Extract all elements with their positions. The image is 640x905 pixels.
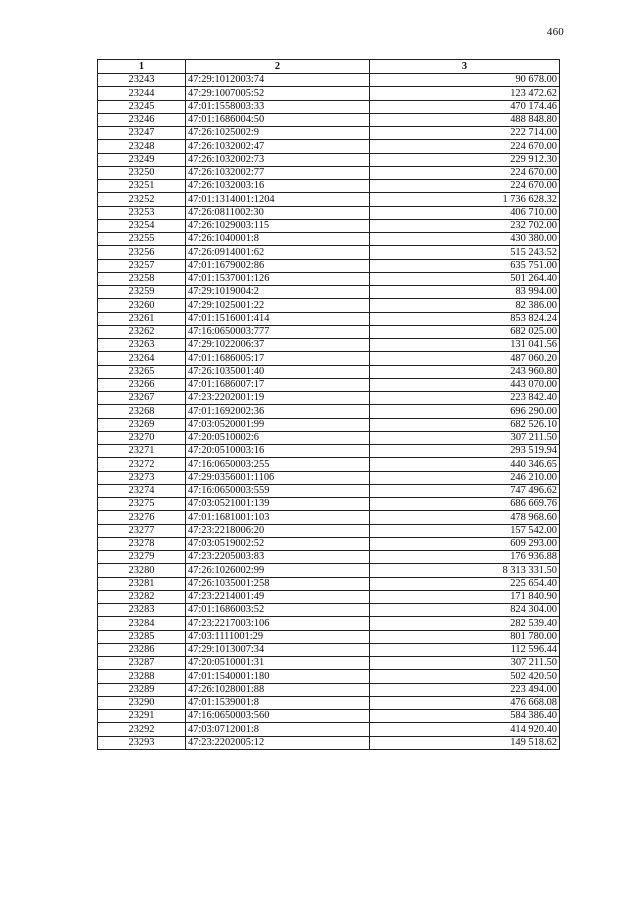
row-number-cell: 23269 — [98, 418, 186, 431]
cadastral-number-cell: 47:01:1686004:50 — [186, 113, 370, 126]
table-row — [98, 670, 560, 683]
row-number-cell: 23259 — [98, 286, 186, 299]
row-number-cell: 23291 — [98, 710, 186, 723]
value-cell: 584 386.40 — [370, 710, 560, 723]
value-cell: 223 842.40 — [370, 392, 560, 405]
row-number-cell: 23248 — [98, 140, 186, 153]
cadastral-number-cell: 47:03:0520001:99 — [186, 418, 370, 431]
table-row — [98, 352, 560, 365]
cadastral-number-cell: 47:29:0356001:1106 — [186, 471, 370, 484]
cadastral-number-cell: 47:26:1035001:258 — [186, 577, 370, 590]
cadastral-number-cell: 47:20:0510002:6 — [186, 431, 370, 444]
cadastral-number-cell: 47:01:1679002:86 — [186, 259, 370, 272]
table-row — [98, 219, 560, 232]
row-number-cell: 23253 — [98, 206, 186, 219]
row-number-cell: 23271 — [98, 445, 186, 458]
value-cell: 293 519.94 — [370, 445, 560, 458]
row-number-cell: 23273 — [98, 471, 186, 484]
value-cell: 83 994.00 — [370, 286, 560, 299]
row-number-cell: 23270 — [98, 431, 186, 444]
table-row — [98, 511, 560, 524]
cadastral-number-cell: 47:29:1013007:34 — [186, 643, 370, 656]
row-number-cell: 23276 — [98, 511, 186, 524]
cadastral-number-cell: 47:16:0650003:777 — [186, 325, 370, 338]
row-number-cell: 23247 — [98, 127, 186, 140]
cadastral-number-cell: 47:23:2218006:20 — [186, 524, 370, 537]
table-row — [98, 524, 560, 537]
value-cell: 682 025.00 — [370, 325, 560, 338]
row-number-cell: 23257 — [98, 259, 186, 272]
row-number-cell: 23278 — [98, 537, 186, 550]
value-cell: 82 386.00 — [370, 299, 560, 312]
value-cell: 1 736 628.32 — [370, 193, 560, 206]
value-cell: 501 264.40 — [370, 272, 560, 285]
cadastral-number-cell: 47:26:1029003:115 — [186, 219, 370, 232]
table-row — [98, 153, 560, 166]
row-number-cell: 23261 — [98, 312, 186, 325]
row-number-cell: 23289 — [98, 683, 186, 696]
row-number-cell: 23244 — [98, 87, 186, 100]
value-cell: 112 596.44 — [370, 643, 560, 656]
value-cell: 224 670.00 — [370, 166, 560, 179]
cadastral-number-cell: 47:23:2217003:106 — [186, 617, 370, 630]
table-row — [98, 537, 560, 550]
page-number: 460 — [546, 26, 564, 38]
cadastral-number-cell: 47:03:0521001:139 — [186, 498, 370, 511]
value-cell: 414 920.40 — [370, 723, 560, 736]
row-number-cell: 23260 — [98, 299, 186, 312]
table-row — [98, 551, 560, 564]
table-body — [98, 74, 560, 750]
value-cell: 502 420.50 — [370, 670, 560, 683]
value-cell: 307 211.50 — [370, 431, 560, 444]
value-cell: 232 702.00 — [370, 219, 560, 232]
cadastral-number-cell: 47:26:1040001:8 — [186, 233, 370, 246]
row-number-cell: 23256 — [98, 246, 186, 259]
value-cell: 696 290.00 — [370, 405, 560, 418]
cadastral-number-cell: 47:26:1032002:73 — [186, 153, 370, 166]
cadastral-number-cell: 47:01:1686003:52 — [186, 604, 370, 617]
value-cell: 123 472.62 — [370, 87, 560, 100]
row-number-cell: 23267 — [98, 392, 186, 405]
cadastral-number-cell: 47:01:1539001:8 — [186, 696, 370, 709]
value-cell: 686 669.76 — [370, 498, 560, 511]
value-cell: 282 539.40 — [370, 617, 560, 630]
table-row — [98, 339, 560, 352]
cadastral-number-cell: 47:26:1035001:40 — [186, 365, 370, 378]
table-row — [98, 683, 560, 696]
row-number-cell: 23290 — [98, 696, 186, 709]
value-cell: 488 848.80 — [370, 113, 560, 126]
value-cell: 149 518.62 — [370, 736, 560, 749]
cadastral-number-cell: 47:20:0510001:31 — [186, 657, 370, 670]
table-header-row — [98, 60, 560, 74]
row-number-cell: 23266 — [98, 378, 186, 391]
table-row — [98, 74, 560, 87]
table-row — [98, 392, 560, 405]
table-row — [98, 405, 560, 418]
value-cell: 478 968.60 — [370, 511, 560, 524]
value-cell: 243 960.80 — [370, 365, 560, 378]
table-row — [98, 206, 560, 219]
table-row — [98, 233, 560, 246]
row-number-cell: 23243 — [98, 74, 186, 87]
cadastral-number-cell: 47:03:0519002:52 — [186, 537, 370, 550]
table-row — [98, 696, 560, 709]
value-cell: 225 654.40 — [370, 577, 560, 590]
cadastral-number-cell: 47:01:1537001:126 — [186, 272, 370, 285]
cadastral-number-cell: 47:26:1032003:16 — [186, 180, 370, 193]
cadastral-number-cell: 47:26:1032002:47 — [186, 140, 370, 153]
cadastral-number-cell: 47:29:1007005:52 — [186, 87, 370, 100]
row-number-cell: 23274 — [98, 484, 186, 497]
row-number-cell: 23265 — [98, 365, 186, 378]
cadastral-number-cell: 47:01:1516001:414 — [186, 312, 370, 325]
row-number-cell: 23252 — [98, 193, 186, 206]
value-cell: 223 494.00 — [370, 683, 560, 696]
table-row — [98, 710, 560, 723]
row-number-cell: 23287 — [98, 657, 186, 670]
row-number-cell: 23245 — [98, 100, 186, 113]
value-cell: 8 313 331.50 — [370, 564, 560, 577]
cadastral-number-cell: 47:26:1025002:9 — [186, 127, 370, 140]
table-row — [98, 140, 560, 153]
row-number-cell: 23281 — [98, 577, 186, 590]
value-cell: 853 824.24 — [370, 312, 560, 325]
cadastral-value-table — [97, 59, 560, 750]
value-cell: 470 174.46 — [370, 100, 560, 113]
table-row — [98, 259, 560, 272]
cadastral-number-cell: 47:26:1026002:99 — [186, 564, 370, 577]
table-row — [98, 246, 560, 259]
row-number-cell: 23249 — [98, 153, 186, 166]
cadastral-number-cell: 47:23:2202005:12 — [186, 736, 370, 749]
cadastral-number-cell: 47:23:2202001:19 — [186, 392, 370, 405]
table-row — [98, 180, 560, 193]
table-row — [98, 113, 560, 126]
value-cell: 487 060.20 — [370, 352, 560, 365]
value-cell: 801 780.00 — [370, 630, 560, 643]
cadastral-number-cell: 47:03:1111001:29 — [186, 630, 370, 643]
value-cell: 747 496.62 — [370, 484, 560, 497]
row-number-cell: 23262 — [98, 325, 186, 338]
cadastral-number-cell: 47:16:0650003:559 — [186, 484, 370, 497]
row-number-cell: 23275 — [98, 498, 186, 511]
cadastral-number-cell: 47:01:1686007:17 — [186, 378, 370, 391]
value-cell: 157 542.00 — [370, 524, 560, 537]
row-number-cell: 23279 — [98, 551, 186, 564]
cadastral-number-cell: 47:01:1314001:1204 — [186, 193, 370, 206]
table-row — [98, 365, 560, 378]
row-number-cell: 23258 — [98, 272, 186, 285]
row-number-cell: 23264 — [98, 352, 186, 365]
row-number-cell: 23277 — [98, 524, 186, 537]
row-number-cell: 23293 — [98, 736, 186, 749]
value-cell: 229 912.30 — [370, 153, 560, 166]
value-cell: 171 840.90 — [370, 590, 560, 603]
cadastral-number-cell: 47:29:1012003:74 — [186, 74, 370, 87]
table-row — [98, 657, 560, 670]
cadastral-number-cell: 47:26:1032002:77 — [186, 166, 370, 179]
value-cell: 90 678.00 — [370, 74, 560, 87]
table-row — [98, 484, 560, 497]
value-cell: 307 211.50 — [370, 657, 560, 670]
table-row — [98, 577, 560, 590]
value-cell: 224 670.00 — [370, 180, 560, 193]
cadastral-number-cell: 47:01:1540001:180 — [186, 670, 370, 683]
column-header-1: 1 — [98, 60, 186, 74]
value-cell: 176 936.88 — [370, 551, 560, 564]
cadastral-number-cell: 47:29:1019004:2 — [186, 286, 370, 299]
row-number-cell: 23283 — [98, 604, 186, 617]
table-row — [98, 445, 560, 458]
cadastral-number-cell: 47:23:2205003:83 — [186, 551, 370, 564]
row-number-cell: 23254 — [98, 219, 186, 232]
table-row — [98, 100, 560, 113]
table-row — [98, 498, 560, 511]
table-row — [98, 458, 560, 471]
table-row — [98, 418, 560, 431]
value-cell: 824 304.00 — [370, 604, 560, 617]
table-row — [98, 604, 560, 617]
value-cell: 406 710.00 — [370, 206, 560, 219]
cadastral-number-cell: 47:23:2214001:49 — [186, 590, 370, 603]
row-number-cell: 23292 — [98, 723, 186, 736]
value-cell: 131 041.56 — [370, 339, 560, 352]
row-number-cell: 23263 — [98, 339, 186, 352]
cadastral-number-cell: 47:29:1025001:22 — [186, 299, 370, 312]
row-number-cell: 23246 — [98, 113, 186, 126]
row-number-cell: 23284 — [98, 617, 186, 630]
table-row — [98, 166, 560, 179]
value-cell: 682 526.10 — [370, 418, 560, 431]
cadastral-number-cell: 47:03:0712001:8 — [186, 723, 370, 736]
row-number-cell: 23255 — [98, 233, 186, 246]
row-number-cell: 23280 — [98, 564, 186, 577]
row-number-cell: 23282 — [98, 590, 186, 603]
table-row — [98, 471, 560, 484]
value-cell: 440 346.65 — [370, 458, 560, 471]
row-number-cell: 23251 — [98, 180, 186, 193]
value-cell: 476 668.08 — [370, 696, 560, 709]
value-cell: 430 380.00 — [370, 233, 560, 246]
table-row — [98, 378, 560, 391]
value-cell: 222 714.00 — [370, 127, 560, 140]
table-row — [98, 193, 560, 206]
cadastral-number-cell: 47:26:1028001:88 — [186, 683, 370, 696]
table-row — [98, 643, 560, 656]
table-row — [98, 723, 560, 736]
table-row — [98, 87, 560, 100]
table-row — [98, 736, 560, 749]
cadastral-number-cell: 47:20:0510003:16 — [186, 445, 370, 458]
cadastral-number-cell: 47:01:1681001:103 — [186, 511, 370, 524]
row-number-cell: 23272 — [98, 458, 186, 471]
cadastral-number-cell: 47:01:1558003:33 — [186, 100, 370, 113]
table-row — [98, 431, 560, 444]
value-cell: 443 070.00 — [370, 378, 560, 391]
table-row — [98, 630, 560, 643]
table-row — [98, 617, 560, 630]
value-cell: 515 243.52 — [370, 246, 560, 259]
value-cell: 224 670.00 — [370, 140, 560, 153]
table-row — [98, 590, 560, 603]
value-cell: 246 210.00 — [370, 471, 560, 484]
row-number-cell: 23288 — [98, 670, 186, 683]
value-cell: 635 751.00 — [370, 259, 560, 272]
cadastral-number-cell: 47:16:0650003:560 — [186, 710, 370, 723]
cadastral-number-cell: 47:26:0914001:62 — [186, 246, 370, 259]
cadastral-number-cell: 47:01:1686005:17 — [186, 352, 370, 365]
cadastral-number-cell: 47:26:0811002:30 — [186, 206, 370, 219]
table-row — [98, 286, 560, 299]
row-number-cell: 23268 — [98, 405, 186, 418]
table-row — [98, 272, 560, 285]
row-number-cell: 23250 — [98, 166, 186, 179]
row-number-cell: 23285 — [98, 630, 186, 643]
table-row — [98, 312, 560, 325]
column-header-3: 3 — [370, 60, 560, 74]
cadastral-number-cell: 47:16:0650003:255 — [186, 458, 370, 471]
row-number-cell: 23286 — [98, 643, 186, 656]
cadastral-number-cell: 47:29:1022006:37 — [186, 339, 370, 352]
table-row — [98, 127, 560, 140]
value-cell: 609 293.00 — [370, 537, 560, 550]
table-row — [98, 299, 560, 312]
table-row — [98, 325, 560, 338]
column-header-2: 2 — [186, 60, 370, 74]
cadastral-number-cell: 47:01:1692002:36 — [186, 405, 370, 418]
table-row — [98, 564, 560, 577]
